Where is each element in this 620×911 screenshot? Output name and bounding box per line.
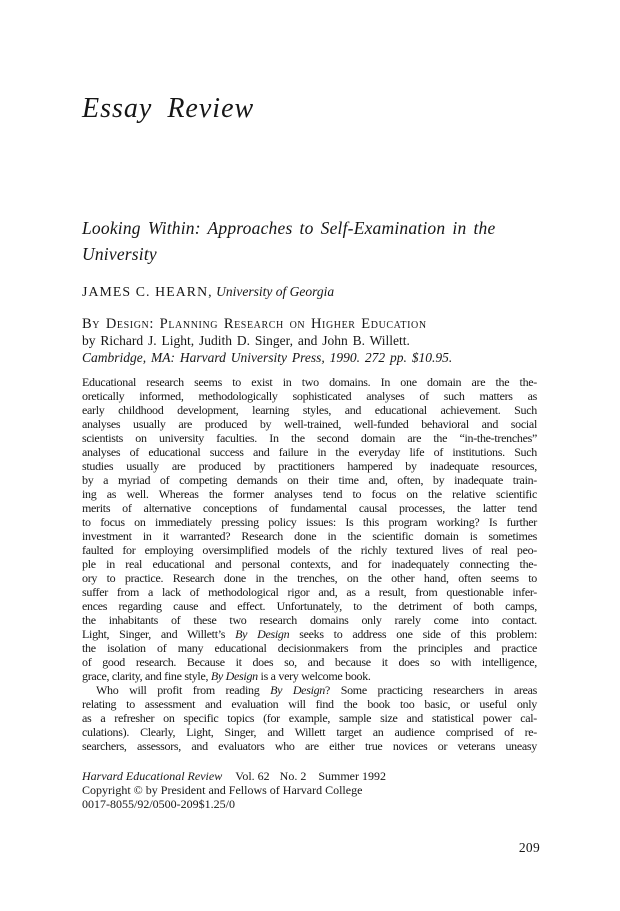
body-text <box>82 375 537 753</box>
body-line <box>82 725 537 739</box>
body-text-segment: seeks to address one side of this problem: <box>289 627 537 641</box>
page-number: 209 <box>518 840 540 855</box>
body-text-segment: relating to assessment and evaluation will find the book too basic, or useful only <box>82 697 537 711</box>
author-affiliation: University of Georgia <box>216 284 335 299</box>
journal-issue-line <box>82 769 548 783</box>
body-text-segment: is a very welcome book. <box>257 669 371 683</box>
journal-footer <box>82 769 548 811</box>
body-line <box>82 669 537 683</box>
body-text-segment: ple in real educational and personal contexts, and for inadequately connecting the- <box>82 557 537 571</box>
body-text-segment: grace, clarity, and fine style, <box>82 669 211 683</box>
book-title-inline: By Design <box>270 683 326 697</box>
body-text-segment: ing as well. Whereas the former analyses tend to focus on the relative scientific <box>82 487 537 501</box>
body-line <box>82 697 537 711</box>
body-text-segment: the inhabitants of these two research domains only rarely come into contact. <box>82 613 537 627</box>
body-line <box>82 375 537 389</box>
body-text-segment: Educational research seems to exist in two domains. In one domain are the the- <box>82 375 537 389</box>
body-text-segment: analyses usually are produced by well-trained, well-funded behavioral and social <box>82 417 537 431</box>
body-text-segment: suffer from a lack of methodological rigor and, as a result, from questionable infer- <box>82 585 537 599</box>
body-line <box>82 543 537 557</box>
book-authors: by Richard J. Light, Judith D. Singer, and John B. Willett. <box>82 332 410 348</box>
body-text-segment: Who will profit from reading <box>96 683 271 697</box>
body-text-segment: to focus on immediately pressing policy issues: Is this program working? Is further <box>82 515 537 529</box>
issue-season-label: Summer 1992 <box>318 769 386 783</box>
copyright-line: Copyright © by President and Fellows of Harvard College <box>82 783 363 797</box>
article-title: Looking Within: Approaches to Self-Examination in the University <box>82 218 496 264</box>
body-line <box>82 501 537 515</box>
body-text-segment: ory to practice. Research done in the trenches, on the other hand, often seems to <box>82 571 537 585</box>
body-line <box>82 655 537 669</box>
book-title-inline: By Design <box>210 669 258 683</box>
body-text-segment: studies usually are produced by practitioners hampered by inadequate resources, <box>82 459 537 473</box>
body-text-segment: oretically informed, methodologically sophisticated analyses of such matters as <box>82 389 537 403</box>
body-line <box>82 613 537 627</box>
body-line <box>82 473 537 487</box>
body-line <box>82 627 537 641</box>
issue-number-label: No. 2 <box>279 769 307 783</box>
body-line <box>82 431 537 445</box>
issn-code-line: 0017-8055/92/0500-209$1.25/0 <box>82 797 235 811</box>
journal-name: Harvard Educational Review <box>82 769 223 783</box>
body-line <box>82 683 537 697</box>
body-text-segment: Light, Singer, and Willett’s <box>82 627 236 641</box>
body-line <box>82 389 537 403</box>
book-title: By Design: Planning Research on Higher Education <box>82 316 427 332</box>
body-text-segment: early childhood development, learning styles, and educational achievement. Such <box>82 403 537 417</box>
body-text-segment: investment in it warranted? Research done in the scientific domain is sometimes <box>82 529 537 543</box>
body-text-segment: of good research. Because it does so, and because it does so with intelligence, <box>82 655 537 669</box>
book-citation <box>82 316 548 366</box>
author-byline <box>82 283 334 300</box>
body-line <box>82 487 537 501</box>
body-line <box>82 445 537 459</box>
body-text-segment: analyses of educational success and failure in the everyday life of institutions. Such <box>82 445 537 459</box>
book-imprint: Cambridge, MA: Harvard University Press, 1990. 272 pp. $10.95. <box>82 349 453 365</box>
body-line <box>82 403 537 417</box>
body-line <box>82 711 537 725</box>
body-text-segment: as a refresher on specific topics (for example, sample size and statistical power cal- <box>82 711 537 725</box>
body-line <box>82 571 537 585</box>
body-text-segment: ? Some practicing researchers in areas <box>325 683 538 697</box>
body-line <box>82 599 537 613</box>
body-line <box>82 557 537 571</box>
body-text-segment: ences regarding cause and effect. Unfortunately, to the detriment of both camps, <box>82 599 537 613</box>
body-line <box>82 417 537 431</box>
book-title-inline: By Design <box>235 627 290 641</box>
body-text-segment: culations). Clearly, Light, Singer, and Willett target an audience comprised of re- <box>82 725 537 739</box>
body-line <box>82 515 537 529</box>
body-line <box>82 739 537 753</box>
author-name: JAMES C. HEARN, <box>82 284 213 299</box>
body-text-segment: the isolation of many educational decisionmakers from the principles and practice <box>82 641 537 655</box>
body-line <box>82 459 537 473</box>
section-label: Essay Review <box>82 93 255 124</box>
body-line <box>82 585 537 599</box>
volume-label: Vol. 62 <box>235 769 270 783</box>
body-line <box>82 529 537 543</box>
body-text-segment: searchers, assessors, and evaluators who are either true novices or veterans uneasy <box>82 739 537 753</box>
body-text-segment: faulted for employing oversimplified models of the richly textured lives of real peo- <box>82 543 537 557</box>
body-text-segment: scientists on university faculties. In the second domain are the “in-the-trenches” <box>82 431 537 445</box>
body-text-segment: merits of alternative conceptions of fundamental causal processes, the latter tend <box>82 501 537 515</box>
body-line <box>82 641 537 655</box>
body-text-segment: by a myriad of competing demands on their time and, often, by inadequate train- <box>82 473 537 487</box>
